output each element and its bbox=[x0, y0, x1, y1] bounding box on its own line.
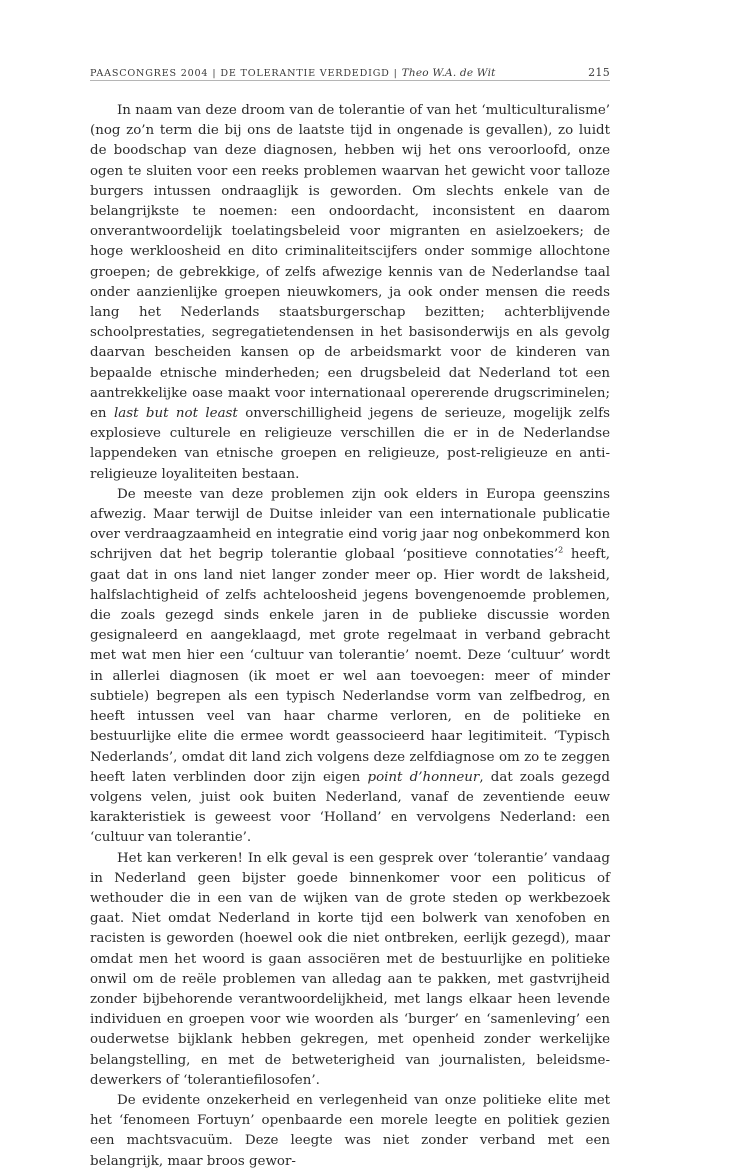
running-header-left bbox=[90, 67, 496, 79]
body-text bbox=[90, 101, 610, 1172]
italic-phrase: point d’honneur bbox=[367, 769, 480, 785]
author-name: Theo W.A. de Wit bbox=[401, 67, 496, 79]
paragraph-text: De meeste van deze problemen zijn ook elders in Europa geenszins afwezig. Maar terwijl de Duitse inleider van een internationale publicatie over verdraagzaamheid en integratie eind vorig jaar nog onbekommerd kon schrijven dat het begrip tolerantie globaal ‘positieve connotaties’ bbox=[90, 486, 610, 563]
paragraph bbox=[90, 485, 610, 849]
conference-name: PAASCONGRES 2004 bbox=[90, 68, 209, 79]
italic-phrase: last but not least bbox=[113, 406, 238, 422]
paragraph-text: De evidente onzekerheid en verlegenheid van onze politieke elite met het ‘fenomeen Fortuyn’ openbaarde een morele leegte en politiek gezien een machtsvacuüm. Deze leegte was niet zonder verband met een belangrijk, maar broos gewor- bbox=[90, 1092, 610, 1169]
article-title: DE TOLERANTIE VERDEDIGD bbox=[220, 68, 390, 79]
paragraph-text: Het kan verkeren! In elk geval is een gesprek over ‘tolerantie’ vandaag in Nederland geen bijster goede binnenkomer voor een politicus of wethouder die in een van de wijken van de grote steden op werkbezoek gaat. Niet omdat Nederland in korte tijd een bolwerk van xenofoben en racisten is geworden (hoewel ook die niet ontbreken, eerlijk gezegd), maar omdat men het woord is gaan associëren met de bestuurlijke en politieke onwil om de reële problemen van alledag aan te pakken, met gastvrijheid zonder bijbehorende verantwoordelijkheid, met langs elkaar heen levende individuen en groepen voor wie woorden als ‘burger’ en ‘samenleving’ een ouderwetse bijklank hebben gekregen, met openheid zonder werkelijke belangstelling, en met de betweterigheid van journalisten, beleidsmedewerkers of ‘tolerantiefilosofen’. bbox=[90, 850, 610, 1088]
paragraph-text: In naam van deze droom van de tolerantie of van het ‘multiculturalisme’ (nog zo’n term die bij ons de laatste tijd in ongenade is gevallen), zo luidt de boodschap van deze diagnosen, hebben wij het ons veroorloofd, onze ogen te sluiten voor een reeks problemen waarvan het gewicht voor talloze burgers intussen ondraaglijk is geworden. Om slechts enkele van de belangrijkste te noemen: een ondoordacht, inconsistent en daarom onverantwoordelijk toelatingsbeleid voor migranten en asielzoekers; de hoge werkloosheid en dito criminaliteitscijfers onder sommige allochtone groepen; de gebrekkige, of zelfs afwezige kennis van de Nederlandse taal onder aanzienlijke groepen nieuwkomers, ja ook onder mensen die reeds lang het Nederlands staatsburgerschap bezitten; achterblijvende schoolprestaties, segregatietendensen in het basisonderwijs en als gevolg daarvan bescheiden kansen op de arbeidsmarkt voor de kinderen van bepaalde etnische minderheden; een drugsbeleid dat Nederland tot een aantrekkelijke oase maakt voor internationaal opererende drugscriminelen; en bbox=[90, 103, 610, 422]
paragraph-text: , dat zoals gezegd volgens velen, juist ook buiten Nederland, vanaf de zeventiende eeuw karakteristiek is geweest voor ‘Holland’ en vervolgens Nederland: een ‘cultuur van tolerantie’. bbox=[90, 769, 611, 846]
header-separator: | bbox=[212, 68, 217, 79]
header-separator: | bbox=[393, 68, 398, 79]
paragraph-text: heeft, gaat dat in ons land niet langer zonder meer op. Hier wordt de laksheid, halfslachtigheid of zelfs achteloosheid jegens bovengenoemde problemen, die zoals gezegd sinds enkele jaren in de publieke discussie worden gesignaleerd en aangeklaagd, met grote regelmaat in verband gebracht met wat men hier een ‘cultuur van tolerantie’ noemt. Deze ‘cultuur’ wordt in allerlei diagnosen (ik moet er wel aan toevoegen: meer of minder subtiele) begrepen als een typisch Nederlandse vorm van zelfbedrog, en heeft intussen veel van haar charme verloren, en de politieke en bestuurlijke elite die ermee wordt geassocieerd haar legitimiteit. ‘Typisch Nederlands’, omdat dit land zich volgens deze zelfdiagnose om zo te zeggen heeft laten verblinden door zijn eigen bbox=[90, 547, 610, 785]
page-number: 215 bbox=[588, 66, 610, 79]
paragraph bbox=[90, 1091, 610, 1172]
footnote-marker[interactable]: 2 bbox=[558, 546, 564, 555]
paragraph-text: onverschilligheid jegens de serieuze, mogelijk zelfs explosieve culturele en religieuze verschillen die er in de Nederlandse lappendeken van etnische groepen en religieuze, post-religieuze en anti-religieuze loyaliteiten bestaan. bbox=[90, 406, 610, 482]
paragraph bbox=[90, 101, 610, 485]
header-rule bbox=[90, 80, 610, 81]
paragraph bbox=[90, 849, 610, 1091]
running-header bbox=[90, 66, 610, 79]
